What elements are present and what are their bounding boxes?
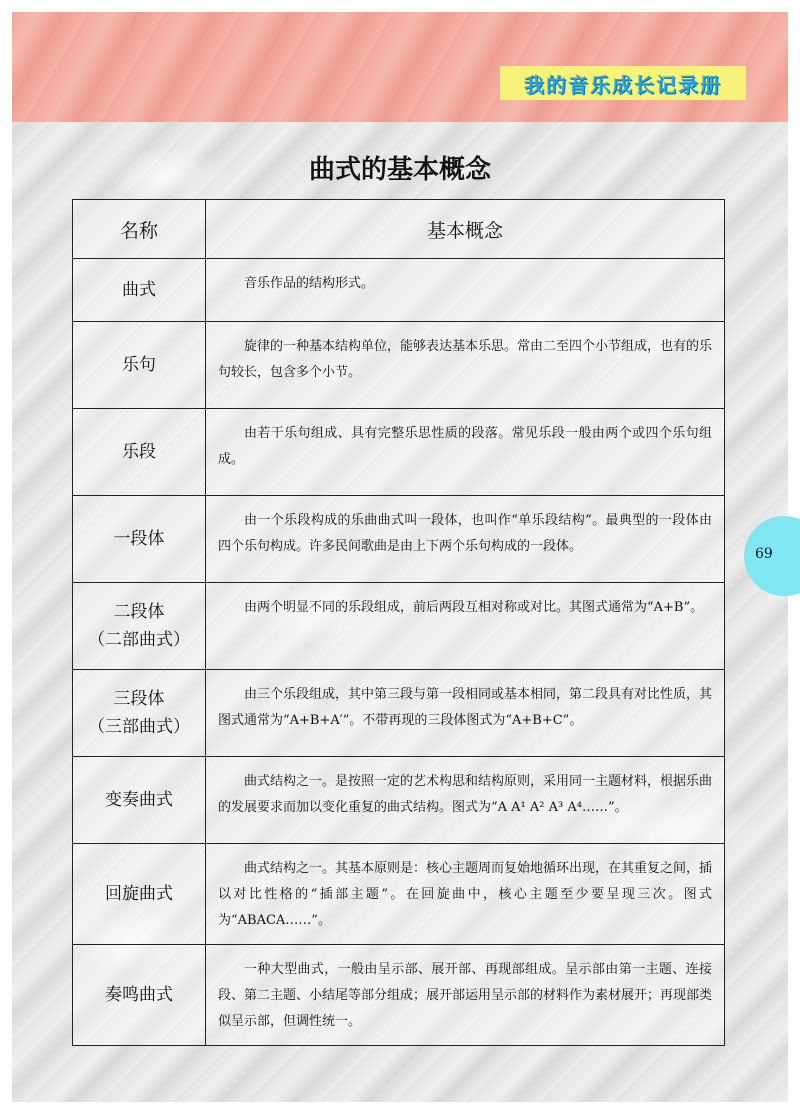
term-name: 乐段 xyxy=(122,442,156,462)
term-cell xyxy=(73,844,206,945)
column-header-name: 名称 xyxy=(73,200,206,259)
term-name: 一段体 xyxy=(113,529,165,549)
definition-cell: 由一个乐段构成的乐曲曲式叫一段体，也叫作“单乐段结构”。最典型的一段体由四个乐句构成。许多民间歌曲是由上下两个乐句构成的一段体。 xyxy=(206,496,725,583)
definition-cell: 由两个明显不同的乐段组成，前后两段互相对称或对比。其图式通常为“A+B”。 xyxy=(206,583,725,670)
term-subname: （三部曲式） xyxy=(88,717,190,737)
term-cell xyxy=(73,757,206,844)
term-name: 变奏曲式 xyxy=(105,790,173,810)
definition-cell: 一种大型曲式，一般由呈示部、展开部、再现部组成。呈示部由第一主题、连接段、第二主题、小结尾等部分组成；展开部运用呈示部的材料作为素材展开；再现部类似呈示部，但调性统一。 xyxy=(206,945,725,1046)
table-row xyxy=(73,583,725,670)
definition-cell: 音乐作品的结构形式。 xyxy=(206,259,725,322)
definition-cell: 由三个乐段组成，其中第三段与第一段相同或基本相同，第二段具有对比性质，其图式通常为“A+B+A′”。不带再现的三段体图式为“A+B+C”。 xyxy=(206,670,725,757)
definition-cell: 曲式结构之一。是按照一定的艺术构思和结构原则，采用同一主题材料，根据乐曲的发展要求而加以变化重复的曲式结构。图式为“A A¹ A² A³ A⁴……”。 xyxy=(206,757,725,844)
table-row xyxy=(73,844,725,945)
term-name: 奏鸣曲式 xyxy=(105,985,173,1005)
definition-cell: 曲式结构之一。其基本原则是：核心主题周而复始地循环出现，在其重复之间，插以对比性格的“插部主题”。在回旋曲中，核心主题至少要呈现三次。图式为“ABACA……”。 xyxy=(206,844,725,945)
term-name: 三段体 xyxy=(113,689,165,709)
term-name: 乐句 xyxy=(122,355,156,375)
table-header-row xyxy=(73,200,725,259)
header-banner: 我的音乐成长记录册 xyxy=(500,66,746,100)
table-row xyxy=(73,259,725,322)
term-cell xyxy=(73,259,206,322)
term-name: 二段体 xyxy=(113,602,165,622)
term-cell xyxy=(73,409,206,496)
table-row xyxy=(73,496,725,583)
table-row xyxy=(73,670,725,757)
table-row xyxy=(73,757,725,844)
term-name: 曲式 xyxy=(122,280,156,300)
definition-cell: 旋律的一种基本结构单位，能够表达基本乐思。常由二至四个小节组成，也有的乐句较长，包含多个小节。 xyxy=(206,322,725,409)
term-cell xyxy=(73,670,206,757)
page-title: 曲式的基本概念 xyxy=(308,155,491,185)
page-number: 69 xyxy=(755,546,773,562)
term-cell xyxy=(73,496,206,583)
page-background xyxy=(12,12,788,1102)
table-row xyxy=(73,409,725,496)
term-cell xyxy=(73,322,206,409)
table-row xyxy=(73,322,725,409)
term-cell xyxy=(73,583,206,670)
term-cell xyxy=(73,945,206,1046)
table-row xyxy=(73,945,725,1046)
header-band xyxy=(12,12,788,122)
term-subname: （二部曲式） xyxy=(88,630,190,650)
definition-cell: 由若干乐句组成、具有完整乐思性质的段落。常见乐段一般由两个或四个乐句组成。 xyxy=(206,409,725,496)
term-name: 回旋曲式 xyxy=(105,884,173,904)
column-header-concept: 基本概念 xyxy=(206,200,725,259)
concepts-table xyxy=(72,199,725,1046)
